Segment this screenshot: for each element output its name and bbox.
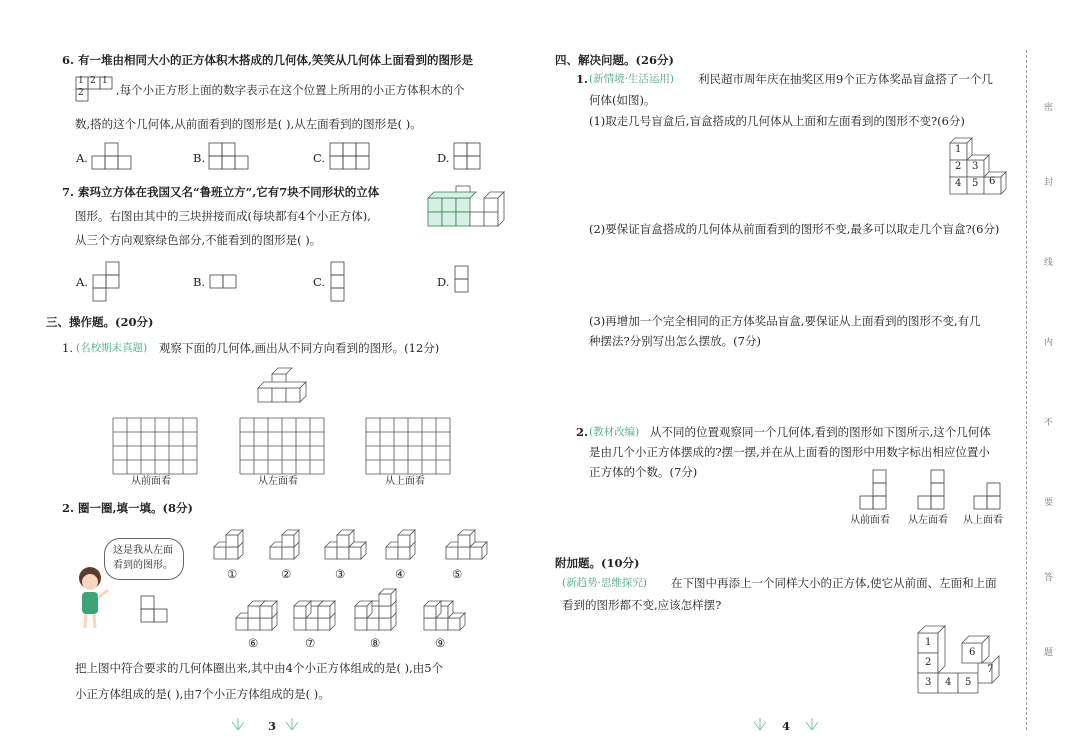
q6-option-d[interactable]: D. xyxy=(437,151,450,165)
section3-heading: 三、操作题。(20分) xyxy=(46,315,154,329)
binding-char: 密 xyxy=(1044,103,1054,113)
q7-option-a[interactable]: A. xyxy=(76,275,88,289)
bonus-text2: 看到的图形都不变,应该怎样摆? xyxy=(562,598,722,612)
box-4: 4 xyxy=(955,178,962,189)
box-2: 2 xyxy=(955,161,962,172)
bonus-cube-7: 7 xyxy=(987,664,994,675)
p2-text1: 从不同的位置观察同一个几何体,看到的图形如下图所示,这个几何体 xyxy=(650,425,991,439)
grid-label-left: 从左面看 xyxy=(258,476,298,487)
label-6[interactable]: ⑥ xyxy=(248,636,259,650)
bonus-cube-4: 4 xyxy=(945,677,952,688)
q6-line1: 6. 有一堆由相同大小的正方体积木搭成的几何体,笑笑从几何体上面看到的图形是 xyxy=(62,53,474,67)
q6-option-a[interactable]: A. xyxy=(76,151,88,165)
q7-line2: 图形。右图由其中的三块拼接而成(每块都有4个小正方体), xyxy=(75,209,371,223)
q6-line3: 数,搭的这个几何体,从前面看到的图形是( ),从左面看到的图形是( )。 xyxy=(75,117,422,131)
label-2[interactable]: ② xyxy=(281,567,292,581)
p1-text2: 何体(如图)。 xyxy=(589,93,656,107)
label-3[interactable]: ③ xyxy=(335,567,346,581)
p2-text2: 是由几个小正方体摆成的?摆一摆,并在从上面看的图形中用数字标出相应位置小 xyxy=(589,445,990,459)
page-number-left: 3 xyxy=(268,719,277,733)
p1-sub2: (2)要保证盲盒搭成的几何体从前面看到的图形不变,最多可以取走几个盲盒?(6分) xyxy=(589,222,1000,236)
grid-num: 2 xyxy=(90,76,96,86)
binding-char: 不 xyxy=(1044,418,1054,428)
grid-num: 1 xyxy=(102,76,108,86)
q6-option-b[interactable]: B. xyxy=(193,151,206,165)
box-6: 6 xyxy=(989,176,996,187)
grid-num: 1 xyxy=(78,76,84,86)
bonus-tag: (新趋势·思维探究) xyxy=(562,577,648,589)
grid-label-front: 从前面看 xyxy=(131,476,171,487)
grid-label-top: 从上面看 xyxy=(385,476,425,487)
op2-answer-line2: 小正方体组成的是( ),由7个小正方体组成的是( )。 xyxy=(75,687,330,701)
box-3: 3 xyxy=(972,161,979,172)
bubble-line2: 看到的图形。 xyxy=(113,560,173,571)
p1-sub3a: (3)再增加一个完全相同的正方体奖品盲盒,要保证从上面看到的图形不变,有几 xyxy=(589,314,981,328)
op1-text: 观察下面的几何体,画出从不同方向看到的图形。(12分) xyxy=(159,341,440,355)
q7-option-c[interactable]: C. xyxy=(313,275,326,289)
bonus-text1: 在下图中再添上一个同样大小的正方体,使它从前面、左面和上面 xyxy=(671,576,997,590)
label-1[interactable]: ① xyxy=(227,567,238,581)
p1-sub1: (1)取走几号盲盒后,盲盒搭成的几何体从上面和左面看到的图形不变?(6分) xyxy=(589,114,965,128)
section4-heading: 四、解决问题。(26分) xyxy=(555,53,674,67)
label-8[interactable]: ⑧ xyxy=(370,636,381,650)
label-5[interactable]: ⑤ xyxy=(452,567,463,581)
p1-tag: (新情境·生活运用) xyxy=(589,73,675,85)
p1-sub3b: 种摆法?分别写出怎么摆放。(7分) xyxy=(589,334,761,348)
p2-text3: 正方体的个数。(7分) xyxy=(589,465,698,479)
box-5: 5 xyxy=(972,178,979,189)
q6-option-c[interactable]: C. xyxy=(313,151,326,165)
p2-label-left: 从左面看 xyxy=(908,515,948,526)
binding-line xyxy=(1026,50,1027,730)
label-7[interactable]: ⑦ xyxy=(305,636,316,650)
p2-number: 2. xyxy=(576,425,589,439)
box-1: 1 xyxy=(955,144,962,155)
binding-char: 要 xyxy=(1044,498,1054,508)
binding-char: 内 xyxy=(1044,338,1054,348)
op2-title: 2. 圈一圈,填一填。(8分) xyxy=(62,501,193,515)
q6-line2: ,每个小正方形上面的数字表示在这个位置上所用的小正方体积木的个 xyxy=(116,83,465,97)
bonus-cube-2: 2 xyxy=(925,657,932,668)
q7-line1: 7. 索玛立方体在我国又名“鲁班立方”,它有7块不同形状的立体 xyxy=(62,185,380,199)
op1-number: 1. xyxy=(62,341,73,355)
label-4[interactable]: ④ xyxy=(395,567,406,581)
op2-answer-line1: 把上图中符合要求的几何体圈出来,其中由4个小正方体组成的是( ),由5个 xyxy=(75,661,444,675)
bonus-cube-5: 5 xyxy=(965,677,972,688)
binding-char: 封 xyxy=(1044,178,1054,188)
bonus-cube-1: 1 xyxy=(925,637,932,648)
op1-tag: (名校期末真题) xyxy=(76,342,148,354)
p1-number: 1. xyxy=(576,72,589,86)
p1-text1: 利民超市周年庆在抽奖区用9个正方体奖品盲盒搭了一个几 xyxy=(698,72,993,86)
page-number-right: 4 xyxy=(782,719,791,733)
q7-option-b[interactable]: B. xyxy=(193,275,206,289)
bubble-line1: 这是我从左面 xyxy=(113,545,173,556)
bonus-cube-3: 3 xyxy=(925,677,932,688)
bonus-heading: 附加题。(10分) xyxy=(555,556,640,570)
p2-label-top: 从上面看 xyxy=(963,515,1003,526)
p2-label-front: 从前面看 xyxy=(850,515,890,526)
binding-char: 线 xyxy=(1044,258,1054,268)
grid-num: 2 xyxy=(78,88,84,98)
binding-char: 题 xyxy=(1044,648,1054,658)
p2-tag: (教材改编) xyxy=(589,426,640,438)
q7-option-d[interactable]: D. xyxy=(437,275,450,289)
label-9[interactable]: ⑨ xyxy=(435,636,446,650)
bonus-cube-6: 6 xyxy=(969,647,976,658)
binding-char: 答 xyxy=(1044,573,1054,583)
q7-line3: 从三个方向观察绿色部分,不能看到的图形是( )。 xyxy=(75,233,322,247)
